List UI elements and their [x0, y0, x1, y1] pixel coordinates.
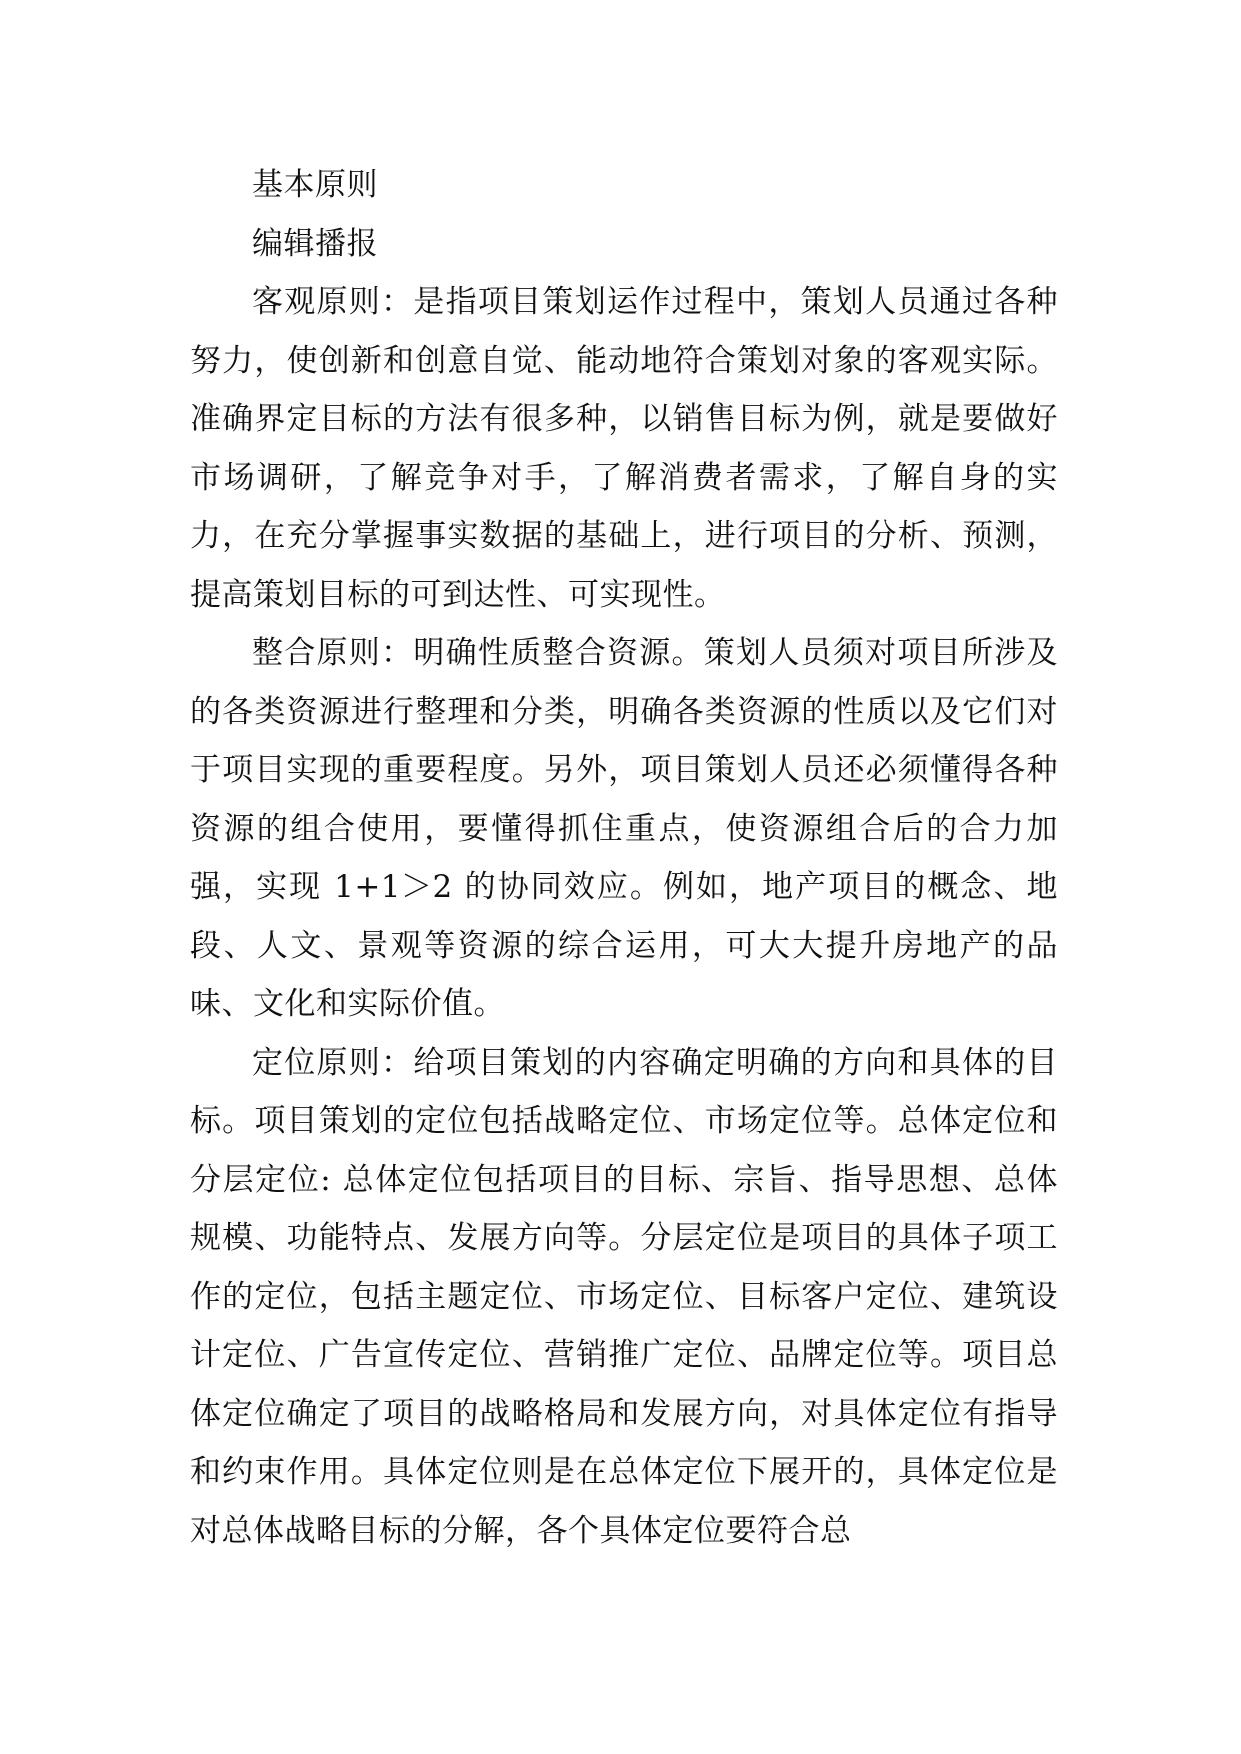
paragraph-positioning-principle: 定位原则：给项目策划的内容确定明确的方向和具体的目标。项目策划的定位包括战略定位、市场定位等。总体定位和分层定位: 总体定位包括项目的目标、宗旨、指导思想、总体规模、功能特点、发展方向等。分层定位是项目的具体子项工作的定位，包括主题定位、市场定位、目标客户定位、建筑设计定位、广告宣传定位、营销推广定位、品牌定位等。项目总体定位确定了项目的战略格局和发展方向，对具体定位有指导和约束作用。具体定位则是在总体定位下展开的，具体定位是对总体战略目标的分解，各个具体定位要符合总 — [190, 1044, 1058, 1549]
document-body — [190, 156, 1058, 1560]
edit-broadcast-label: 编辑播报 — [252, 225, 378, 262]
paragraph-integration-principle: 整合原则：明确性质整合资源。策划人员须对项目所涉及的各类资源进行整理和分类，明确各类资源的性质以及它们对于项目实现的重要程度。另外，项目策划人员还必须懂得各种资源的组合使用，要懂得抓住重点，使资源组合后的合力加强，实现 1+1＞2 的协同效应。例如，地产项目的概念、地段、人文、景观等资源的综合运用，可大大提升房地产的品味、文化和实际价值。 — [190, 635, 1058, 1022]
paragraph-objective-principle: 客观原则：是指项目策划运作过程中，策划人员通过各种努力，使创新和创意自觉、能动地符合策划对象的客观实际。准确界定目标的方法有很多种，以销售目标为例，就是要做好市场调研，了解竞争对手，了解消费者需求，了解自身的实力，在充分掌握事实数据的基础上，进行项目的分析、预测，提高策划目标的可到达性、可实现性。 — [190, 284, 1058, 613]
section-heading: 基本原则 — [252, 167, 378, 203]
